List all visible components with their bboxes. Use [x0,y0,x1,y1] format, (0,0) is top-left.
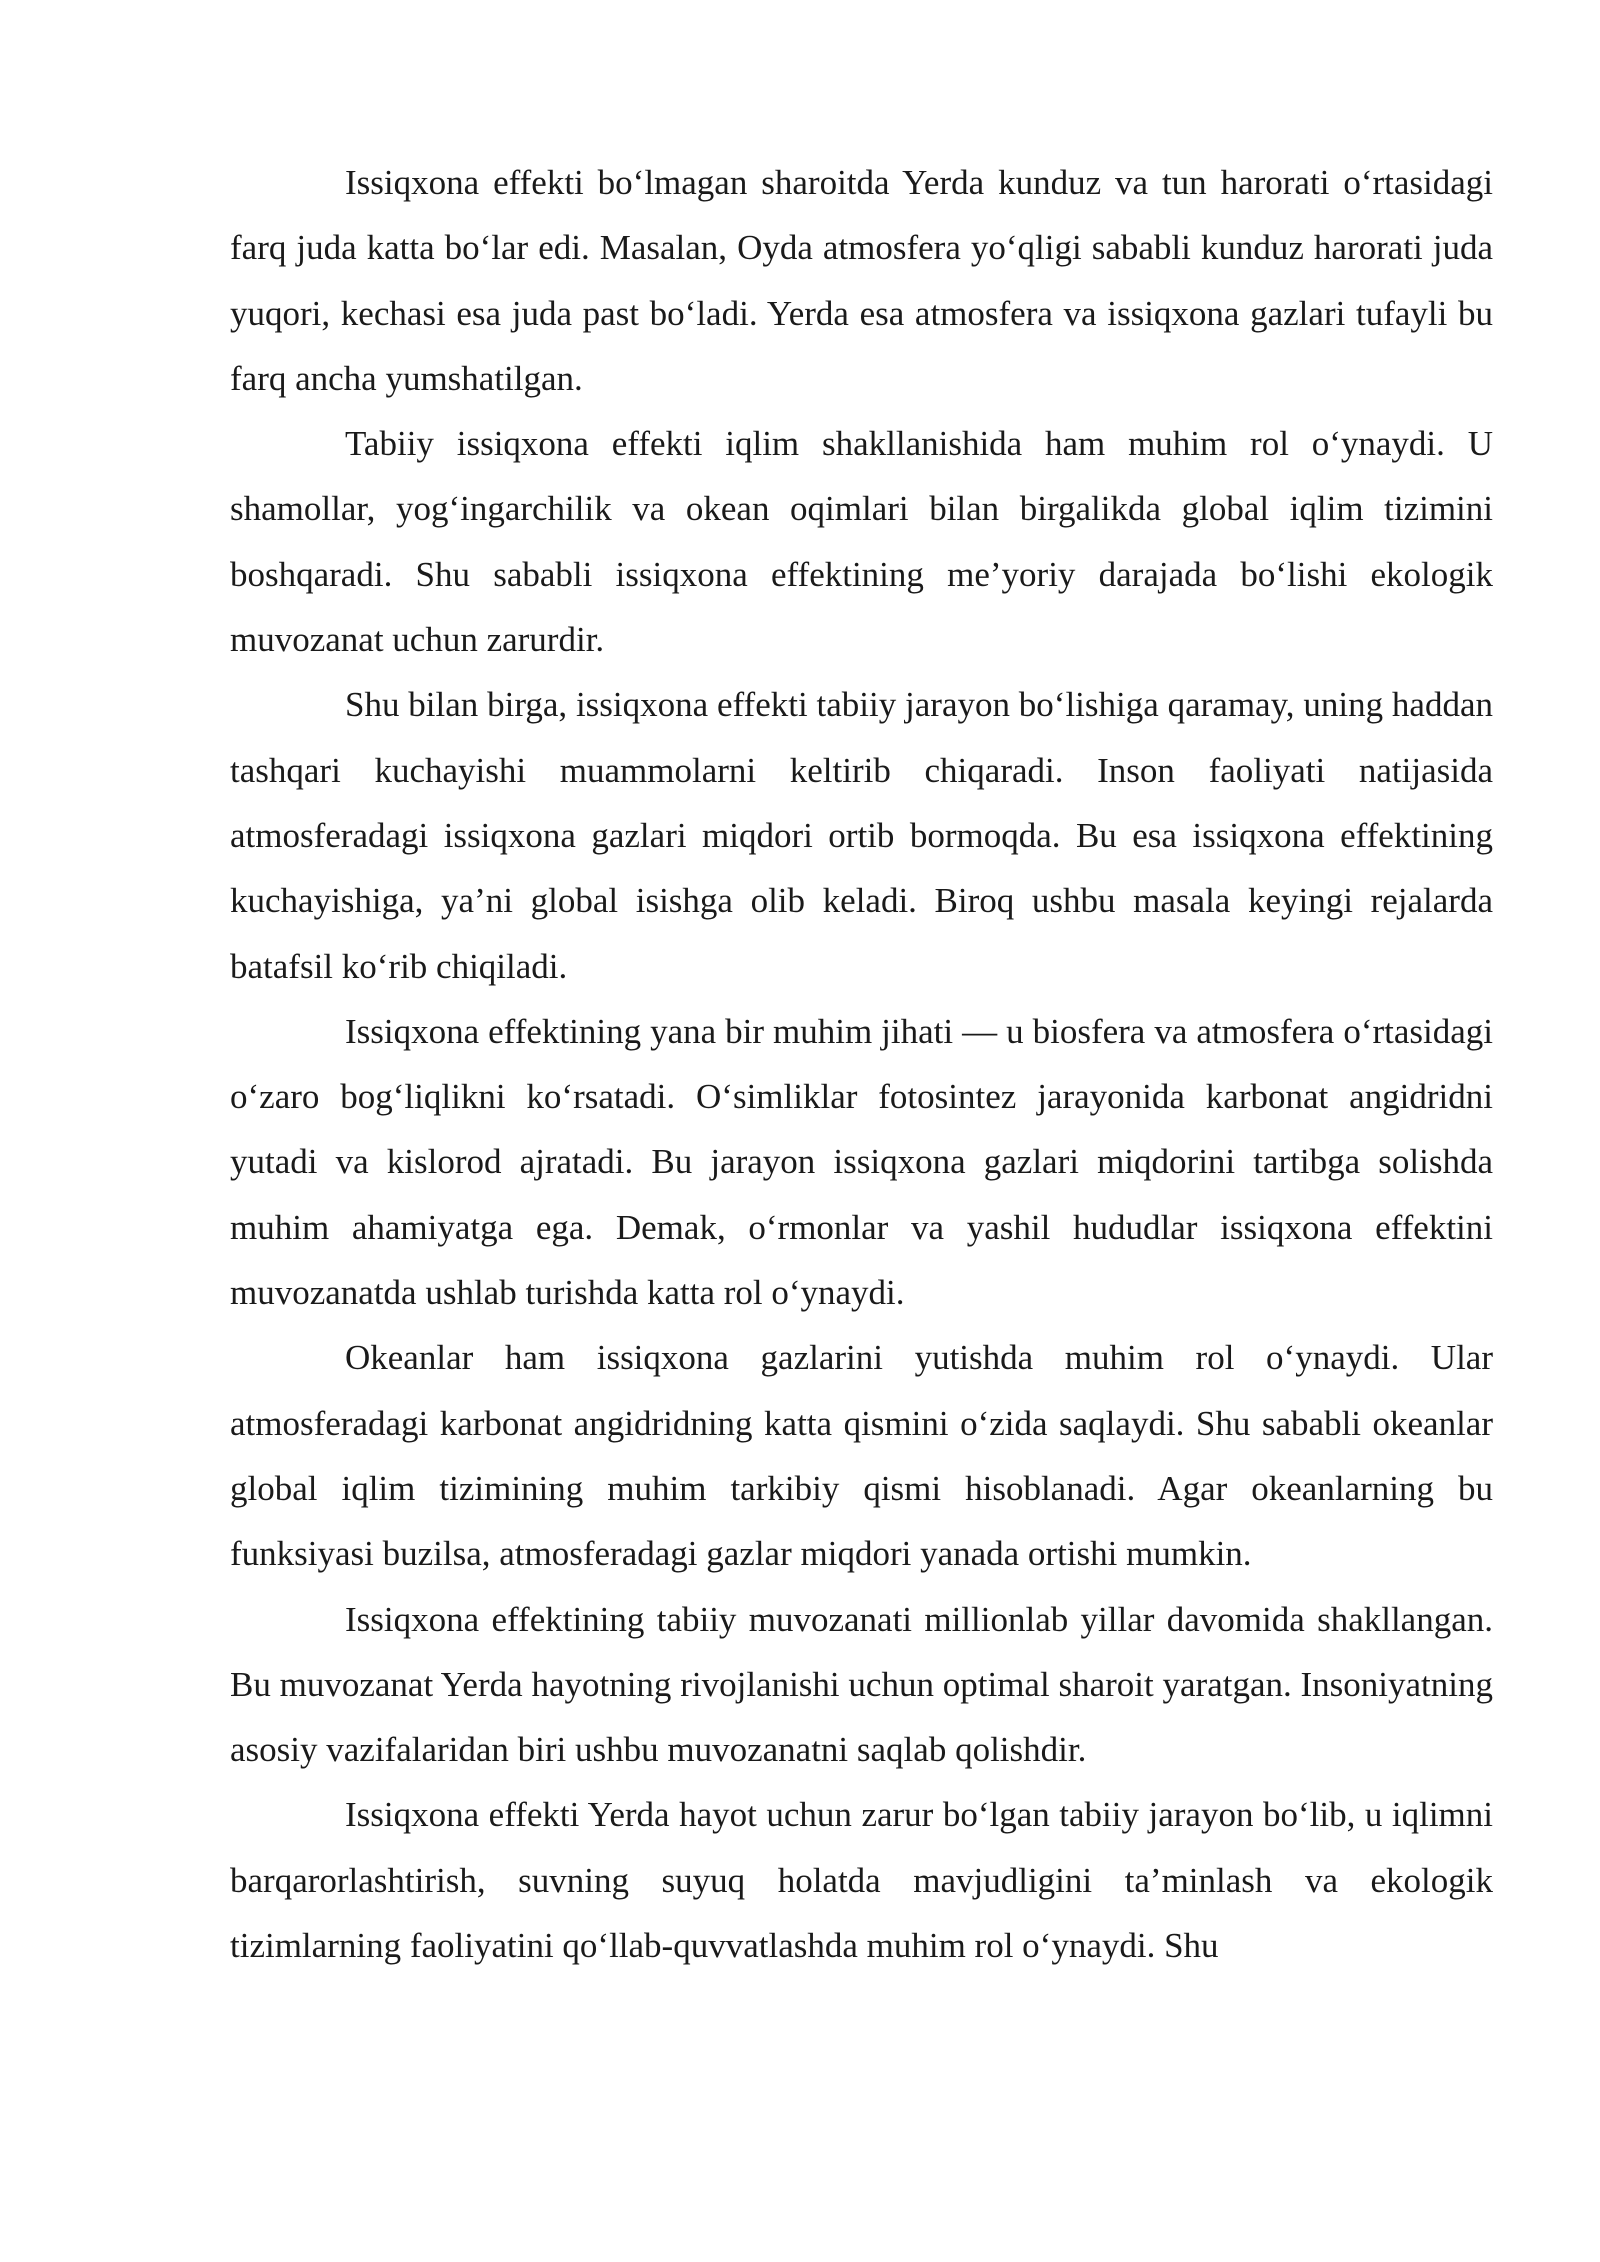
paragraph-excessive-intensification: Shu bilan birga, issiqxona effekti tabiiy jarayon bo‘lishiga qaramay, uning haddan tashqari kuchayishi muammolarni keltirib chiqaradi. Inson faoliyati natijasida atmosferadagi issiqxona gazlari miqdori ortib bormoqda. Bu esa issiqxona effektining kuchayishiga, ya’ni global isishga olib keladi. Biroq ushbu masala keyingi rejalarda batafsil ko‘rib chiqiladi. [230,685,1493,986]
paragraph-conclusion: Issiqxona effekti Yerda hayot uchun zarur bo‘lgan tabiiy jarayon bo‘lib, u iqlimni barqarorlashtirish, suvning suyuq holatda mavjudligini ta’minlash va ekologik tizimlarning faoliyatini qo‘llab-quvvatlashda muhim rol o‘ynaydi. Shu [230,1795,1493,1966]
paragraph-climate-formation: Tabiiy issiqxona effekti iqlim shakllanishida ham muhim rol o‘ynaydi. U shamollar, yog‘ingarchilik va okean oqimlari bilan birgalikda global iqlim tizimini boshqaradi. Shu sababli issiqxona effektining me’yoriy darajada bo‘lishi ekologik muvozanat uchun zarurdir. [230,424,1493,660]
paragraph-natural-balance: Issiqxona effektining tabiiy muvozanati millionlab yillar davomida shakllangan. Bu muvozanat Yerda hayotning rivojlanishi uchun optimal sharoit yaratgan. Insoniyatning asosiy vazifalaridan biri ushbu muvozanatni saqlab qolishdir. [230,1599,1493,1770]
paragraph-biosphere-atmosphere: Issiqxona effektining yana bir muhim jihati — u biosfera va atmosfera o‘rtasidagi o‘zaro bog‘liqlikni ko‘rsatadi. O‘simliklar fotosintez jarayonida karbonat angidridni yutadi va kislorod ajratadi. Bu jarayon issiqxona gazlari miqdorini tartibga solishda muhim ahamiyatga ega. Demak, o‘rmonlar va yashil hududlar issiqxona effektini muvozanatda ushlab turishda katta rol o‘ynaydi. [230,1011,1493,1313]
paragraph-oceans: Okeanlar ham issiqxona gazlarini yutishda muhim rol o‘ynaydi. Ular atmosferadagi karbonat angidridning katta qismini o‘zida saqlaydi. Shu sababli okeanlar global iqlim tizimining muhim tarkibiy qismi hisoblanadi. Agar okeanlarning bu funksiyasi buzilsa, atmosferadagi gazlar miqdori yanada ortishi mumkin. [230,1338,1493,1574]
paragraph-no-greenhouse-effect: Issiqxona effekti bo‘lmagan sharoitda Yerda kunduz va tun harorati o‘rtasidagi farq juda katta bo‘lar edi. Masalan, Oyda atmosfera yo‘qligi sababli kunduz harorati juda yuqori, kechasi esa juda past bo‘ladi. Yerda esa atmosfera va issiqxona gazlari tufayli bu farq ancha yumshatilgan. [230,163,1493,398]
document-body [230,150,1493,1978]
